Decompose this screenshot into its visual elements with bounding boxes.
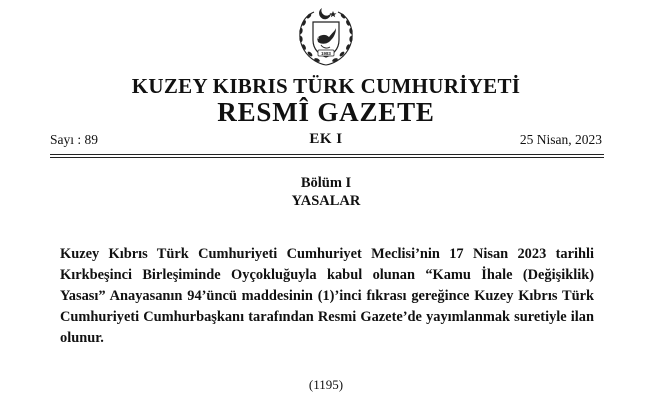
header-rule-top <box>50 154 604 155</box>
state-name-heading: KUZEY KIBRIS TÜRK CUMHURİYETİ <box>131 74 521 98</box>
trnc-coat-of-arms-icon <box>292 4 360 70</box>
publication-date: 25 Nisan, 2023 <box>519 132 602 147</box>
page-number: (1195) <box>308 377 344 392</box>
header-rule-bottom <box>50 157 604 158</box>
gazette-title: RESMÎ GAZETE <box>217 97 435 127</box>
supplement-label: EK I <box>309 131 343 147</box>
issue-meta-row <box>50 132 602 152</box>
emblem-year: 1983 <box>321 50 331 56</box>
section-part: Bölüm I <box>300 175 352 191</box>
issue-number: Sayı : 89 <box>50 132 99 147</box>
announcement-paragraph: Kuzey Kıbrıs Türk Cumhuriyeti Cumhuriyet Meclisi’nin 17 Nisan 2023 tarihli Kırkbeşinci Birleşiminde Oyçokluğuyla kabul olunan “Kamu İhale (Değişiklik) Yasası” Anayasanın 94’üncü maddesinin (1)’inci fıkrası gereğince Kuzey Kıbrıs Türk Cumhuriyeti Cumhurbaşkanı tarafından Resmi Gazete’de yayımlanmak suretiyle ilan olunur. <box>60 246 594 346</box>
section-heading <box>0 174 652 210</box>
section-title: YASALAR <box>291 193 361 209</box>
